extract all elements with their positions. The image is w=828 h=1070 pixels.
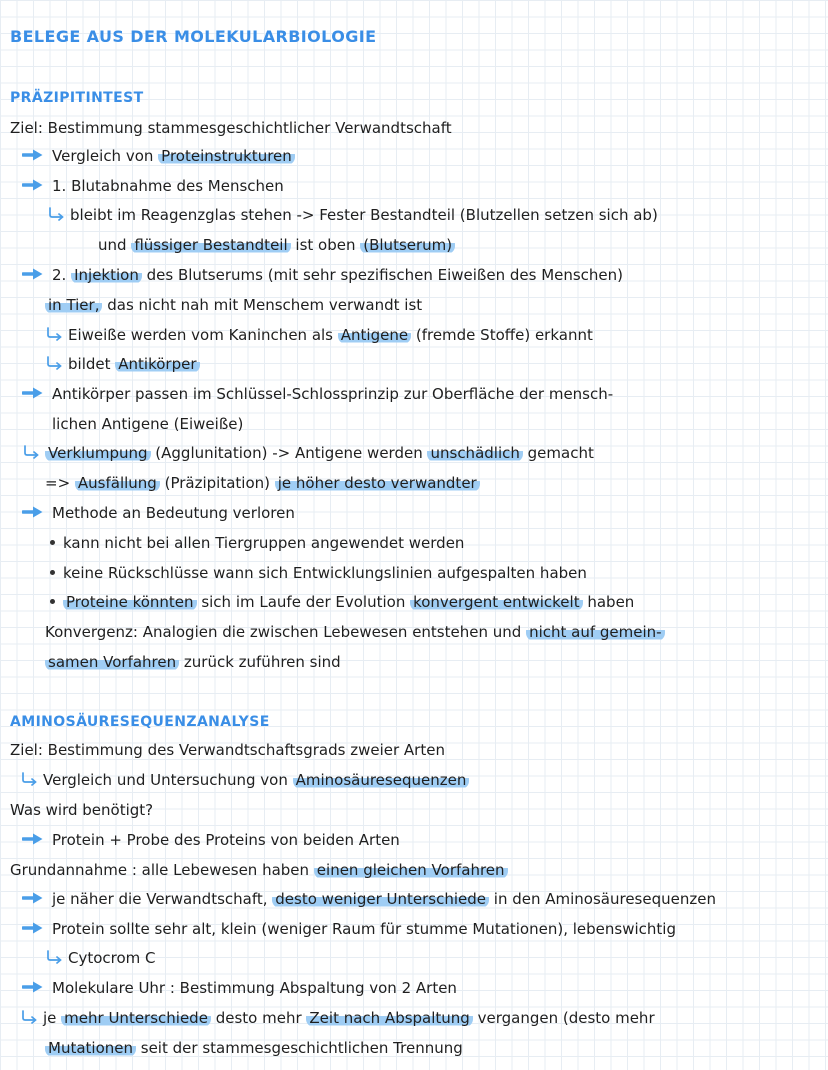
text: : Analogien die zwischen Lebewesen entstehen und <box>132 623 527 641</box>
text: Grundannahme : alle Lebewesen haben <box>10 861 314 879</box>
text: Was wird benötigt? <box>10 801 154 819</box>
goal-text: Ziel: Bestimmung stammesgeschichtlicher Verwandtschaft <box>10 119 452 137</box>
text-line <box>22 443 594 465</box>
text: und <box>98 236 132 254</box>
text: bildet <box>68 355 116 373</box>
text-line <box>45 948 156 970</box>
text: Vergleich von <box>52 147 159 165</box>
text: zurück zuführen sind <box>179 653 341 671</box>
hook-arrow-icon <box>22 445 40 459</box>
text-line <box>10 800 153 822</box>
text-line <box>45 622 665 644</box>
highlighted-text: unschädlich <box>427 444 522 462</box>
text-line <box>22 265 623 287</box>
bullet-dot-icon <box>50 570 55 575</box>
highlighted-text: mehr Unterschiede <box>61 1009 211 1027</box>
list-item <box>50 563 587 585</box>
text: => <box>45 474 75 492</box>
text-line <box>45 473 480 495</box>
section-heading-praezipitintest: PRÄZIPITINTEST <box>10 90 144 106</box>
text: lichen Antigene (Eiweiße) <box>52 415 244 433</box>
text: vergangen (desto mehr <box>472 1009 655 1027</box>
highlighted-text: in Tier, <box>45 296 102 314</box>
text: des Blutserums (mit sehr spezifischen Eiweißen des Menschen) <box>141 266 624 284</box>
text-line <box>20 1008 655 1030</box>
text: je näher die Verwandtschaft, <box>52 890 273 908</box>
hook-arrow-icon <box>45 327 63 341</box>
text: kann nicht bei allen Tiergruppen angewendet werden <box>63 534 465 552</box>
arrow-right-icon <box>22 148 44 162</box>
text-line <box>22 176 284 198</box>
text: gemacht <box>522 444 594 462</box>
arrow-right-icon <box>22 267 44 281</box>
text: (Präzipitation) <box>159 474 275 492</box>
goal-text: Ziel: Bestimmung des Verwandtschaftsgrads zweier Arten <box>10 741 445 759</box>
highlighted-text: Aminosäuresequenzen <box>293 771 470 789</box>
highlighted-text: Proteinstrukturen <box>158 147 295 165</box>
text-line <box>22 978 457 1000</box>
text: haben <box>582 593 635 611</box>
highlighted-text: konvergent entwickelt <box>410 593 582 611</box>
arrow-right-icon <box>22 891 44 905</box>
text-line <box>22 830 400 852</box>
text-line <box>45 652 341 674</box>
text: bleibt im Reagenzglas stehen -> Fester Bestandteil (Blutzellen setzen sich ab) <box>70 206 658 224</box>
highlighted-text: je höher desto verwandter <box>275 474 480 492</box>
text-line <box>10 118 452 140</box>
text-line <box>10 860 508 882</box>
highlighted-text: flüssiger Bestandteil <box>131 236 290 254</box>
hook-arrow-icon <box>45 950 63 964</box>
highlighted-text: nicht auf gemein- <box>526 623 665 641</box>
text: Eiweiße werden vom Kaninchen als <box>68 326 338 344</box>
arrow-right-icon <box>22 386 44 400</box>
text-line <box>20 770 469 792</box>
text: 1. Blutabnahme des Menschen <box>52 177 284 195</box>
highlighted-text: Injektion <box>71 266 142 284</box>
text: Cytocrom C <box>68 949 156 967</box>
arrow-right-icon <box>22 832 44 846</box>
list-item <box>50 592 634 614</box>
text-line <box>45 325 593 347</box>
highlighted-text: Verklumpung <box>45 444 151 462</box>
text: Methode an Bedeutung verloren <box>52 504 295 522</box>
text-line <box>47 205 658 227</box>
text-line <box>45 1038 463 1060</box>
text: Protein sollte sehr alt, klein (weniger Raum für stumme Mutationen), lebenswichtig <box>52 920 676 938</box>
page-title: BELEGE AUS DER MOLEKULARBIOLOGIE <box>10 27 377 46</box>
text: seit der stammesgeschichtlichen Trennung <box>136 1039 463 1057</box>
highlighted-text: samen Vorfahren <box>45 653 179 671</box>
text-line <box>22 503 295 525</box>
hook-arrow-icon <box>20 772 38 786</box>
section-heading-aminosaeuresequenzanalyse: AMINOSÄURESEQUENZANALYSE <box>10 714 270 730</box>
text-line <box>98 235 455 257</box>
text: Molekulare Uhr : Bestimmung Abspaltung von 2 Arten <box>52 979 457 997</box>
highlighted-text: desto weniger Unterschiede <box>272 890 489 908</box>
highlighted-text: Ausfällung <box>75 474 160 492</box>
text: sich im Laufe der Evolution <box>196 593 411 611</box>
text-line <box>22 889 716 911</box>
hook-arrow-icon <box>47 207 65 221</box>
list-item <box>50 533 464 555</box>
text-line <box>52 414 243 436</box>
text-line <box>10 740 445 762</box>
text: ist oben <box>290 236 361 254</box>
highlighted-text: Zeit nach Abspaltung <box>306 1009 472 1027</box>
text-line <box>22 919 676 941</box>
text: 2. <box>52 266 72 284</box>
highlighted-text: einen gleichen Vorfahren <box>314 861 508 879</box>
highlighted-text: Mutationen <box>45 1039 136 1057</box>
text-line <box>22 146 295 168</box>
highlighted-text: Antigene <box>338 326 411 344</box>
highlighted-text: Antikörper <box>115 355 199 373</box>
arrow-right-icon <box>22 921 44 935</box>
arrow-right-icon <box>22 505 44 519</box>
hook-arrow-icon <box>45 356 63 370</box>
highlighted-text: Proteine könnten <box>63 593 197 611</box>
text-line <box>45 354 200 376</box>
text: desto mehr <box>210 1009 307 1027</box>
text-line <box>45 295 422 317</box>
arrow-right-icon <box>22 980 44 994</box>
bullet-dot-icon <box>50 540 55 545</box>
text-line <box>22 384 613 406</box>
text: (Agglunitation) -> Antigene werden <box>150 444 428 462</box>
hook-arrow-icon <box>20 1010 38 1024</box>
text: Protein + Probe des Proteins von beiden Arten <box>52 831 400 849</box>
arrow-right-icon <box>22 178 44 192</box>
text: das nicht nah mit Menschem verwandt ist <box>102 296 423 314</box>
text: Vergleich und Untersuchung von <box>43 771 293 789</box>
text: Antikörper passen im Schlüssel-Schlossprinzip zur Oberfläche der mensch- <box>52 385 614 403</box>
text: je <box>43 1009 62 1027</box>
bullet-dot-icon <box>50 599 55 604</box>
text: in den Aminosäuresequenzen <box>489 890 716 908</box>
text: keine Rückschlüsse wann sich Entwicklungslinien aufgespalten haben <box>63 564 587 582</box>
highlighted-text: (Blutserum) <box>360 236 455 254</box>
text: Konvergenz <box>45 623 133 641</box>
text: (fremde Stoffe) erkannt <box>411 326 593 344</box>
